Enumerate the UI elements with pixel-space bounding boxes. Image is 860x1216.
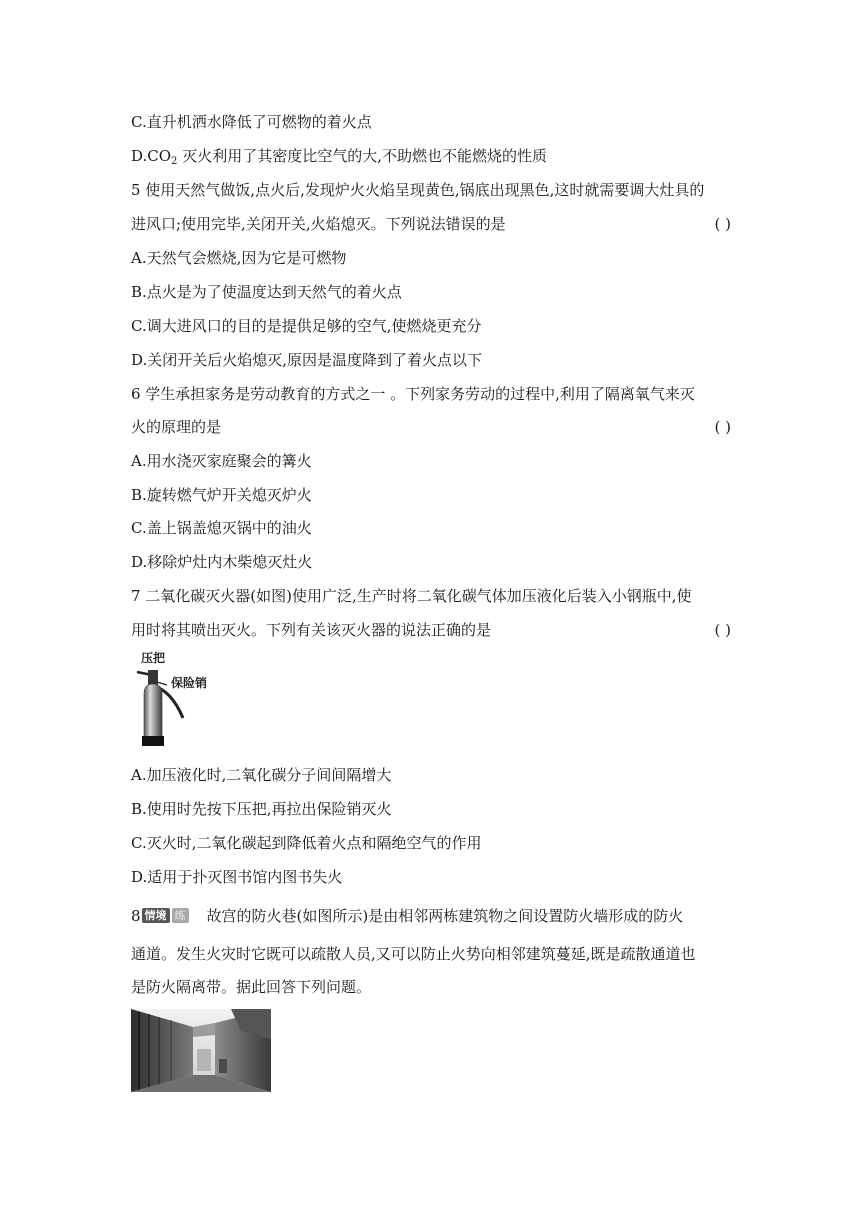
q7-option-b: B.使用时先按下压把,再拉出保险销灭火 (131, 800, 392, 818)
q7-answer-bracket: ( ) (714, 621, 731, 639)
practice-badge: 练 (172, 908, 189, 923)
q8-number: 8 (131, 907, 141, 925)
q7-stem-line2 (131, 620, 731, 640)
q7-option-d: D.适用于扑灭图书馆内图书失火 (131, 868, 343, 886)
q5-option-a: A.天然气会燃烧,因为它是可燃物 (131, 249, 347, 267)
subscript-2: 2 (171, 156, 178, 167)
q6-option-a: A.用水浇灭家庭聚会的篝火 (131, 452, 312, 470)
safety-pin-label: 保险销 (171, 676, 208, 690)
q6-answer-bracket: ( ) (714, 418, 731, 436)
q5-answer-bracket: ( ) (714, 215, 731, 233)
q5-option-d: D.关闭开关后火焰熄灭,原因是温度降到了着火点以下 (131, 351, 483, 369)
q8-stem-line3: 是防火隔离带。据此回答下列问题。 (131, 978, 372, 996)
q6-option-c: C.盖上锅盖熄灭锅中的油火 (131, 519, 312, 537)
q5-stem-text: 进风口;使用完毕,关闭开关,火焰熄灭。下列说法错误的是 (131, 215, 506, 233)
q7-option-a: A.加压液化时,二氧化碳分子间间隔增大 (131, 766, 392, 784)
q5-stem-line1: 5 使用天然气做饭,点火后,发现炉火火焰呈现黄色,锅底出现黑色,这时就需要调大灶具的 (131, 181, 705, 199)
fire-alley-photo (131, 1009, 271, 1092)
q4-option-d (131, 146, 731, 172)
q7-stem-line1: 7 二氧化碳灭火器(如图)使用广泛,生产时将二氧化碳气体加压液化后装入小钢瓶中,使 (131, 587, 692, 605)
q6-option-d: D.移除炉灶内木柴熄灭灶火 (131, 553, 313, 571)
q8-stem-line1 (131, 906, 731, 926)
q6-stem-text: 火的原理的是 (131, 418, 222, 436)
q5-option-b: B.点火是为了使温度达到天然气的着火点 (131, 283, 402, 301)
q4-option-d-text: D.CO (131, 147, 172, 165)
handle-label: 压把 (141, 651, 166, 665)
q6-stem-line1: 6 学生承担家务是劳动教育的方式之一 。下列家务劳动的过程中,利用了隔离氧气来灭 (131, 385, 695, 403)
q4-option-c: C.直升机洒水降低了可燃物的着火点 (131, 113, 372, 131)
co2-extinguisher-figure (131, 650, 221, 750)
q7-stem-text: 用时将其喷出灭火。下列有关该灭火器的说法正确的是 (131, 621, 492, 639)
q7-option-c: C.灭火时,二氧化碳起到降低着火点和隔绝空气的作用 (131, 834, 482, 852)
q6-stem-line2 (131, 417, 731, 437)
q6-option-b: B.旋转燃气炉开关熄灭炉火 (131, 486, 312, 504)
scenario-badge: 情境 (142, 908, 170, 923)
q4-option-d-text-rest: 灭火利用了其密度比空气的大,不助燃也不能燃烧的性质 (177, 147, 547, 165)
q8-stem-line2: 通道。发生火灾时它既可以疏散人员,又可以防止火势向相邻建筑蔓延,既是疏散通道也 (131, 945, 696, 963)
q5-stem-line2 (131, 214, 731, 234)
q8-stem-text: 故宫的防火巷(如图所示)是由相邻两栋建筑物之间设置防火墙形成的防火 (206, 907, 684, 925)
q5-option-c: C.调大进风口的目的是提供足够的空气,使燃烧更充分 (131, 317, 482, 335)
fire-alley-image (131, 1009, 271, 1092)
